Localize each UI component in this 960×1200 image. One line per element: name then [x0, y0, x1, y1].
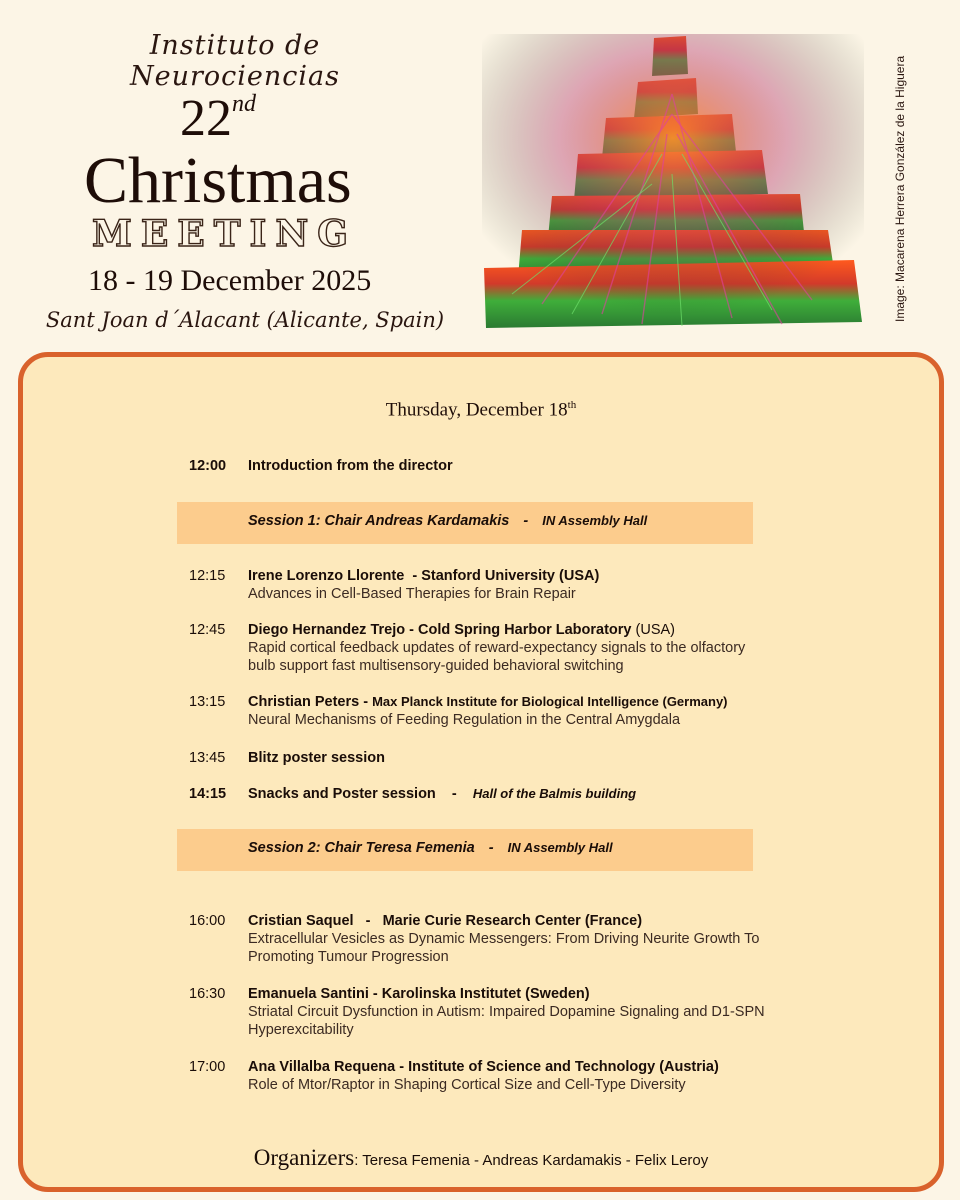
- item-time: 14:15: [189, 786, 227, 802]
- image-credit: Image: Macarena Herrera González de la Higuera: [893, 55, 907, 322]
- organizers-names: : Teresa Femenia - Andreas Kardamakis - Felix Leroy: [354, 1152, 709, 1169]
- item-title: Snacks and Poster session: [248, 786, 436, 802]
- program-card: Thursday, December 18th 12:00 Introduction from the director Session 1: Chair Andreas Kardamakis - IN Assembly Hall 12:15 Irene Lorenzo Llorente - Stanford University (USA) Advances in Cell-Based Therapies for Brain Repair 12:45 Diego Hernandez Trejo - Cold Spring Harbor Laboratory (USA) Rapid cortical feedback updates of reward-expectancy signals to the olfactory bulb support fast multisensory-guided behavioral switching 13:15 Christian Peters - Max Planck Institute for Biological Intelligence (Germany) Neural Mechanisms of Feeding Regulation in the Central Amygdala 13:45 Blitz poster session 14:15 Snacks and Poster session - Hall of the Balmis building Session 2: Chair Teresa Femenia - IN Assembly Hall 16:00 Cristian Saquel - Marie Curie Research Center (France) Extracellular Vesicles as Dynamic Messengers: From Driving Neurite Growth To Promoting Tumour Progression 16:30 Emanuela Santini - Karolinska Institutet (Sweden) Striatal Circuit Dysfunction in Autism: Impaired Dopamine Signaling and D1-SPN Hyperexcitability 17:00 Ana Villalba Requena - Institute of Science and Technology (Austria) Role of Mtor/Raptor in Shaping Cortical Size and Cell-Type Diversity Organizers: Teresa Femenia - Andreas Kardamakis - Felix Leroy: [18, 352, 944, 1192]
- item-time: 16:30: [189, 986, 226, 1002]
- christmas-tree-microscopy-image: [482, 34, 864, 330]
- session-hall: IN Assembly Hall: [507, 840, 613, 855]
- item-time: 12:00: [189, 458, 227, 474]
- session-label: Session 1: Chair Andreas Kardamakis: [248, 513, 510, 529]
- item-title: Introduction from the director: [248, 458, 453, 474]
- organizers-line: [23, 1145, 939, 1171]
- speaker-institution: Karolinska Institutet (Sweden): [381, 986, 590, 1002]
- session-band-1: Session 1: Chair Andreas Kardamakis - IN Assembly Hall: [177, 502, 753, 544]
- item-time: 12:45: [189, 622, 226, 638]
- speaker-name: Diego Hernandez Trejo -: [248, 622, 418, 638]
- talk-title: Extracellular Vesicles as Dynamic Messengers: From Driving Neurite Growth To Promoting Tumour Progression: [248, 931, 760, 965]
- talk-title: Striatal Circuit Dysfunction in Autism: Impaired Dopamine Signaling and D1-SPN Hyperexcitability: [248, 1004, 765, 1038]
- day-heading: Thursday, December 18th: [385, 399, 577, 421]
- speaker-name: Ana Villalba Requena -: [248, 1059, 409, 1075]
- edition-suffix: nd: [232, 91, 256, 117]
- session-band-2: Session 2: Chair Teresa Femenia - IN Assembly Hall: [177, 829, 753, 871]
- item-location: Hall of the Balmis building: [472, 786, 637, 801]
- meeting-location: Sant Joan d´Alacant (Alicante, Spain): [45, 308, 445, 332]
- item-time: 17:00: [189, 1059, 226, 1075]
- meeting-subtitle: MEETING: [92, 213, 358, 255]
- meeting-title: Christmas: [84, 144, 352, 217]
- item-time: 16:00: [189, 913, 226, 929]
- speaker-institution: Institute of Science and Technology (Austria): [408, 1059, 719, 1075]
- poster-header: [0, 0, 960, 350]
- speaker-institution: Stanford University (USA): [421, 568, 600, 584]
- speaker-name: Christian Peters -: [248, 694, 373, 710]
- speaker-institution: Max Planck Institute for Biological Intelligence (Germany): [372, 694, 728, 709]
- organizers-label: Organizers: [253, 1145, 355, 1170]
- speaker-name: Cristian Saquel: [248, 913, 354, 929]
- edition-number: 22nd: [180, 90, 256, 147]
- item-time: 13:15: [189, 694, 226, 710]
- speaker-institution: Marie Curie Research Center (France): [382, 913, 643, 929]
- item-time: 12:15: [189, 568, 226, 584]
- talk-title: Advances in Cell-Based Therapies for Brain Repair: [248, 586, 576, 602]
- talk-title: Rapid cortical feedback updates of reward-expectancy signals to the olfactory bulb support fast multisensory-guided behavioral switching: [248, 640, 746, 674]
- institute-name: Instituto de Neurociencias: [130, 30, 340, 92]
- talk-title: Neural Mechanisms of Feeding Regulation in the Central Amygdala: [248, 712, 681, 728]
- session-hall: IN Assembly Hall: [542, 513, 648, 528]
- item-title: Blitz poster session: [248, 750, 385, 766]
- item-time: 13:45: [189, 750, 226, 766]
- session-label: Session 2: Chair Teresa Femenia: [248, 840, 475, 856]
- speaker-country: (USA): [631, 622, 675, 638]
- speaker-institution: Cold Spring Harbor Laboratory: [418, 622, 632, 638]
- tree-shape: [482, 34, 864, 330]
- speaker-name: Emanuela Santini -: [248, 986, 382, 1002]
- meeting-dates: 18 - 19 December 2025: [88, 264, 372, 297]
- speaker-name: Irene Lorenzo Llorente: [248, 568, 405, 584]
- talk-title: Role of Mtor/Raptor in Shaping Cortical Size and Cell-Type Diversity: [248, 1077, 686, 1093]
